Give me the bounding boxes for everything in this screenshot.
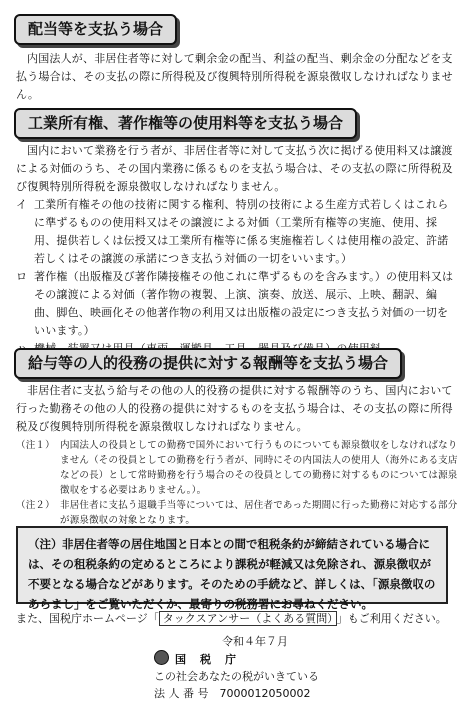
section3-heading: 給与等の人的役務の提供に対する報酬等を支払う場合 bbox=[14, 348, 402, 379]
note-mark: （注２） bbox=[16, 500, 55, 511]
section1-body bbox=[16, 50, 458, 104]
list-mark: イ bbox=[16, 198, 28, 211]
nta-logo-icon bbox=[154, 650, 169, 665]
list-item bbox=[16, 268, 458, 340]
list-mark: ロ bbox=[16, 270, 28, 283]
notice-mark: （注） bbox=[28, 537, 63, 551]
issue-date: 令和４年７月 bbox=[222, 635, 288, 648]
section3-text: 非居住者に支払う給与その他の人的役務の提供に対する報酬等のうち、国内において行った勤務その他の人的役務の提供に対するものを支払う場合は、その支払の際に所得税及び復興特別所得税を源泉徴収しなければなりません。 bbox=[16, 384, 453, 433]
section2-body bbox=[16, 142, 458, 358]
notice-text: 非居住者等の居住地国と日本との間で租税条約が締結されている場合には、その租税条約の定めるところにより課税が軽減又は免除され、源泉徴収が不要となる場合などがあります。そのための手続など、詳しくは、「源泉徴収のあらまし」をご覧いただくか、最寄りの税務署にお尋ねください。 bbox=[28, 537, 436, 611]
section1-text: 内国法人が、非居住者等に対して剰余金の配当、利益の配当、剰余金の分配などを支払う場合は、その支払の際に所得税及び復興特別所得税を源泉徴収しなければなりません。 bbox=[16, 52, 453, 101]
issuer-name: 国税庁 bbox=[175, 653, 250, 666]
section2-heading: 工業所有権、著作権等の使用料等を支払う場合 bbox=[14, 108, 357, 139]
list-text: 工業所有権その他の技術に関する権利、特別の技術による生産方式若しくはこれらに準ずるものの使用料又はその譲渡による対価（工業所有権等の実施、使用、採用、提供若しくは伝授又は工業所有権等に係る実施権若しくは使用権の設定、許諾若しくはその譲渡の承諾につき支払う対価の一切をいいます。） bbox=[34, 198, 449, 265]
section3-body bbox=[16, 382, 458, 528]
homepage-note bbox=[16, 610, 458, 628]
list-text: 著作権（出版権及び著作隣接権その他これに準ずるものを含みます。）の使用料又はその譲渡による対価（著作物の複製、上演、演奏、放送、展示、上映、翻訳、編曲、脚色、映画化その他著作物の利用又は出版権の設定につき支払う対価の一切をいいます。） bbox=[34, 270, 454, 337]
tax-answer-link[interactable]: タックスアンサー（よくある質問） bbox=[159, 611, 337, 626]
note-text: 内国法人の役員としての勤務で国外において行うものについても源泉徴収をしなければなりません（その役員としての勤務を行う者が、同時にその内国法人の使用人（海外にある支店などの長）として常時勤務を行う場合のその役員としての勤務に対するものについては源泉徴収をする必要はありません。）。 bbox=[60, 440, 458, 496]
section2-text: 国内において業務を行う者が、非居住者等に対して支払う次に掲げる使用料又は譲渡による対価のうち、その国内業務に係るものを支払う場合は、その支払の際に所得税及び復興特別所得税を源泉徴収しなければなりません。 bbox=[16, 144, 453, 193]
note-item bbox=[16, 438, 458, 498]
treaty-notice-box bbox=[16, 526, 448, 611]
note-mark: （注１） bbox=[16, 440, 55, 451]
homepage-post: 」もご利用ください。 bbox=[336, 612, 447, 625]
note-item bbox=[16, 498, 458, 528]
corporate-number: 法 人 番 号 7000012050002 bbox=[154, 687, 311, 700]
section1-heading: 配当等を支払う場合 bbox=[14, 14, 177, 45]
homepage-pre: また、国税庁ホームページ「 bbox=[16, 612, 159, 625]
note-text: 非居住者に支払う退職手当等については、居住者であった期間に行った勤務に対応する部分が源泉徴収の対象となります。 bbox=[60, 500, 458, 526]
list-item bbox=[16, 196, 458, 268]
issuer-block bbox=[154, 650, 354, 702]
slogan: この社会あなたの税がいきている bbox=[154, 670, 319, 683]
